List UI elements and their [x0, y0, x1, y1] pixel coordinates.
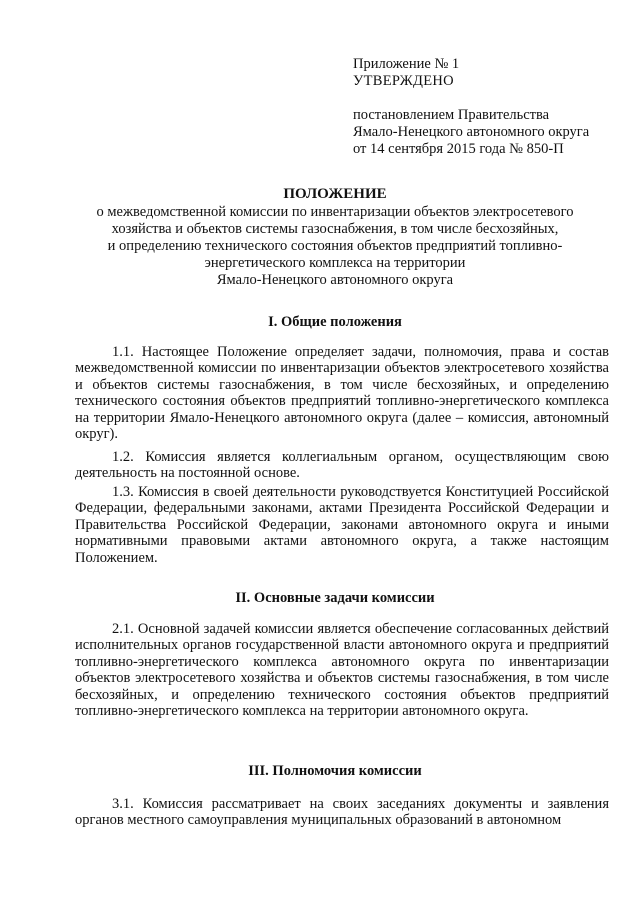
paragraph-1-1-text: 1.1. Настоящее Положение определяет задачи, полномочия, права и состав межведомственной комиссии по инвентаризации объектов электросетевого хозяйства и объектов системы газоснабжения, в том числе бесхозяйных, и определению технического состояния объектов предприятий топливно-энергетического комплекса на территории Ямало-Ненецкого автономного округа (далее – комиссия, автономный округ). [75, 344, 609, 443]
paragraph-1-1 [75, 344, 609, 442]
title-line-4: энергетического комплекса на территории [204, 255, 466, 271]
section-heading-3: III. Полномочия комиссии [248, 763, 422, 779]
title-line-2: хозяйства и объектов системы газоснабжения, в том числе бесхозяйных, [111, 221, 559, 237]
paragraph-2-1 [75, 621, 609, 719]
government-name: Ямало-Ненецкого автономного округа [353, 124, 590, 140]
approval-stamp [353, 56, 623, 158]
paragraph-3-1 [75, 796, 609, 829]
resolution-line: постановлением Правительства [353, 107, 550, 123]
paragraph-3-1-text: 3.1. Комиссия рассматривает на своих заседаниях документы и заявления органов местного самоуправления муниципальных образований в автономном [75, 796, 609, 829]
paragraph-1-3-text: 1.3. Комиссия в своей деятельности руководствуется Конституцией Российской Федерации, федеральными законами, актами Президента Российской Федерации и Правительства Российской Федерации, законами автономного округа и иными нормативными правовыми актами автономного округа, а также настоящим Положением. [75, 484, 609, 566]
title-line-3: и определению технического состояния объектов предприятий топливно- [107, 238, 563, 254]
document-title: ПОЛОЖЕНИЕ [283, 186, 387, 202]
paragraph-1-2-text: 1.2. Комиссия является коллегиальным органом, осуществляющим свою деятельность на постоянной основе. [75, 449, 609, 482]
paragraph-1-2 [75, 449, 609, 482]
section-heading-2: II. Основные задачи комиссии [235, 590, 435, 606]
section-heading-1: I. Общие положения [268, 314, 402, 330]
paragraph-1-3 [75, 484, 609, 566]
document-title-block [70, 186, 600, 289]
title-line-5: Ямало-Ненецкого автономного округа [216, 272, 454, 288]
title-line-1: о межведомственной комиссии по инвентаризации объектов электросетевого [96, 204, 574, 220]
approved-label: УТВЕРЖДЕНО [353, 73, 454, 89]
paragraph-2-1-text: 2.1. Основной задачей комиссии является обеспечение согласованных действий исполнительных органов государственной власти автономного округа и предприятий топливно-энергетического комплекса автономного округа по инвентаризации объектов электросетевого хозяйства и объектов системы газоснабжения, в том числе бесхозяйных, и определению технического состояния объектов предприятий топливно-энергетического комплекса на территории автономного округа. [75, 621, 609, 720]
resolution-date: от 14 сентября 2015 года № 850-П [353, 141, 564, 157]
appendix-number: Приложение № 1 [353, 56, 460, 72]
